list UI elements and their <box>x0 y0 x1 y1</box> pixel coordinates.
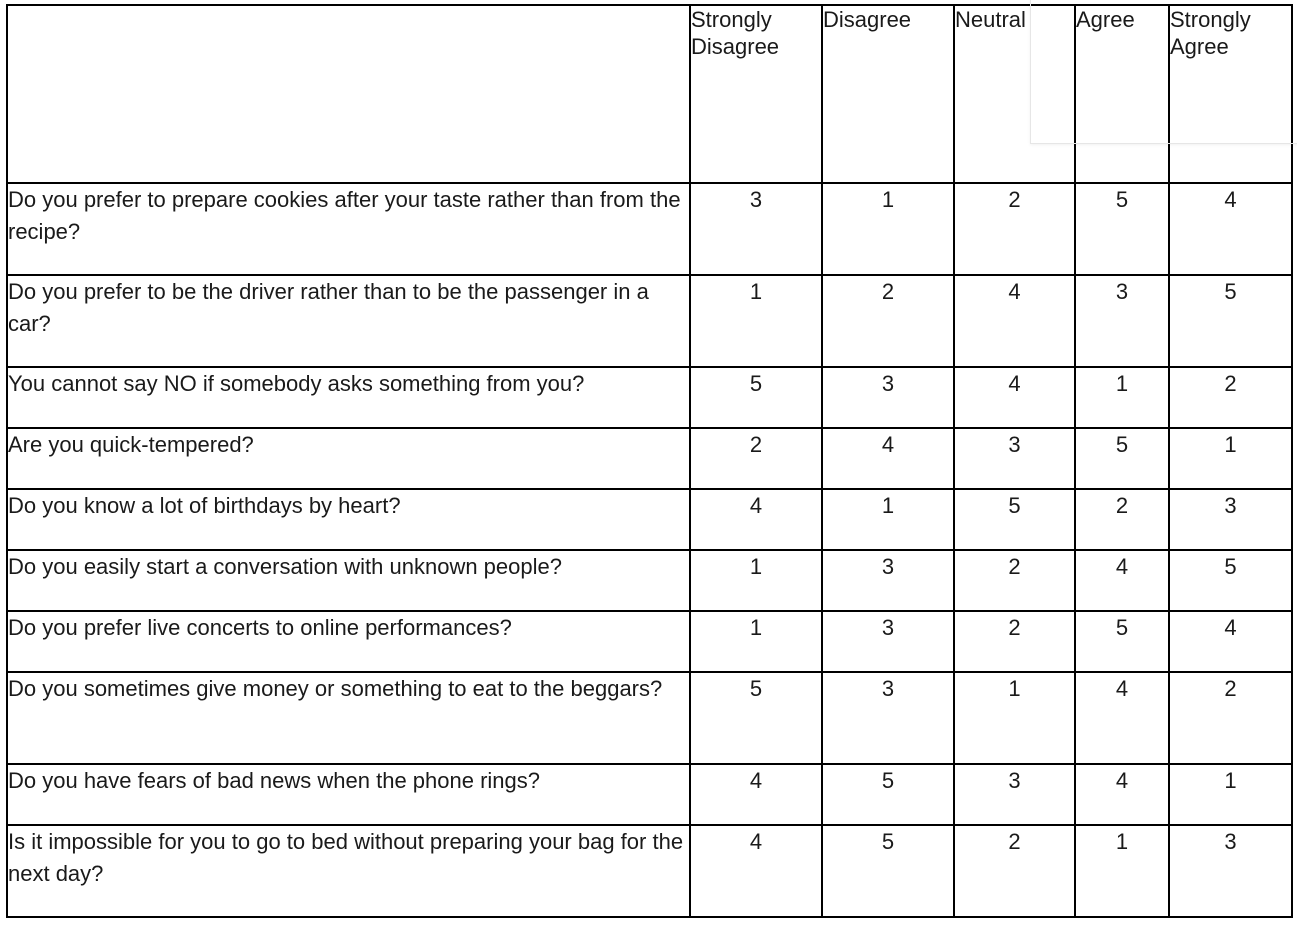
score-cell: 4 <box>1169 183 1292 275</box>
question-cell: Do you easily start a conversation with unknown people? <box>7 550 690 611</box>
score-cell: 5 <box>690 367 822 428</box>
table-row <box>7 764 1292 825</box>
score-cell: 1 <box>1169 764 1292 825</box>
table-row <box>7 428 1292 489</box>
score-cell: 3 <box>822 367 954 428</box>
score-cell: 5 <box>822 764 954 825</box>
score-cell: 2 <box>1075 489 1169 550</box>
table-row <box>7 825 1292 917</box>
score-cell: 3 <box>690 183 822 275</box>
score-cell: 2 <box>1169 367 1292 428</box>
question-cell: Do you sometimes give money or something to eat to the beggars? <box>7 672 690 764</box>
header-strongly-disagree: Strongly Disagree <box>690 5 822 183</box>
question-cell: Do you prefer to prepare cookies after your taste rather than from the recipe? <box>7 183 690 275</box>
score-cell: 5 <box>1169 275 1292 367</box>
score-cell: 3 <box>822 672 954 764</box>
score-cell: 5 <box>690 672 822 764</box>
score-cell: 2 <box>1169 672 1292 764</box>
score-cell: 1 <box>1075 367 1169 428</box>
score-cell: 2 <box>690 428 822 489</box>
score-cell: 5 <box>954 489 1075 550</box>
question-cell: Do you prefer to be the driver rather than to be the passenger in a car? <box>7 275 690 367</box>
header-strongly-agree: Strongly Agree <box>1169 5 1292 183</box>
score-cell: 4 <box>954 275 1075 367</box>
score-cell: 2 <box>822 275 954 367</box>
header-disagree: Disagree <box>822 5 954 183</box>
table-row <box>7 275 1292 367</box>
score-cell: 4 <box>1075 764 1169 825</box>
score-cell: 3 <box>1169 489 1292 550</box>
score-cell: 3 <box>822 611 954 672</box>
table-row <box>7 489 1292 550</box>
question-cell: Do you know a lot of birthdays by heart? <box>7 489 690 550</box>
score-cell: 3 <box>1169 825 1292 917</box>
score-cell: 1 <box>690 611 822 672</box>
score-cell: 1 <box>822 489 954 550</box>
question-cell: Is it impossible for you to go to bed without preparing your bag for the next day? <box>7 825 690 917</box>
score-cell: 1 <box>690 550 822 611</box>
score-cell: 4 <box>822 428 954 489</box>
score-cell: 2 <box>954 825 1075 917</box>
score-cell: 2 <box>954 550 1075 611</box>
question-cell: Do you have fears of bad news when the phone rings? <box>7 764 690 825</box>
score-cell: 3 <box>1075 275 1169 367</box>
score-cell: 5 <box>1169 550 1292 611</box>
score-cell: 1 <box>1169 428 1292 489</box>
table-row <box>7 183 1292 275</box>
score-cell: 3 <box>954 428 1075 489</box>
header-row <box>7 5 1292 183</box>
survey-table <box>6 4 1293 918</box>
score-cell: 4 <box>690 489 822 550</box>
score-cell: 4 <box>954 367 1075 428</box>
score-cell: 5 <box>1075 183 1169 275</box>
score-cell: 4 <box>690 764 822 825</box>
blank-header-cell <box>7 5 690 183</box>
header-neutral: Neutral <box>954 5 1075 183</box>
score-cell: 5 <box>1075 428 1169 489</box>
score-cell: 5 <box>1075 611 1169 672</box>
score-cell: 2 <box>954 611 1075 672</box>
score-cell: 1 <box>954 672 1075 764</box>
score-cell: 2 <box>954 183 1075 275</box>
score-cell: 4 <box>1075 672 1169 764</box>
score-cell: 4 <box>690 825 822 917</box>
question-cell: Do you prefer live concerts to online performances? <box>7 611 690 672</box>
score-cell: 3 <box>822 550 954 611</box>
score-cell: 5 <box>822 825 954 917</box>
table-row <box>7 367 1292 428</box>
score-cell: 3 <box>954 764 1075 825</box>
header-agree: Agree <box>1075 5 1169 183</box>
score-cell: 4 <box>1169 611 1292 672</box>
table-row <box>7 550 1292 611</box>
score-cell: 1 <box>690 275 822 367</box>
table-row <box>7 611 1292 672</box>
question-cell: Are you quick-tempered? <box>7 428 690 489</box>
score-cell: 1 <box>1075 825 1169 917</box>
score-cell: 1 <box>822 183 954 275</box>
table-row <box>7 672 1292 764</box>
question-cell: You cannot say NO if somebody asks something from you? <box>7 367 690 428</box>
score-cell: 4 <box>1075 550 1169 611</box>
